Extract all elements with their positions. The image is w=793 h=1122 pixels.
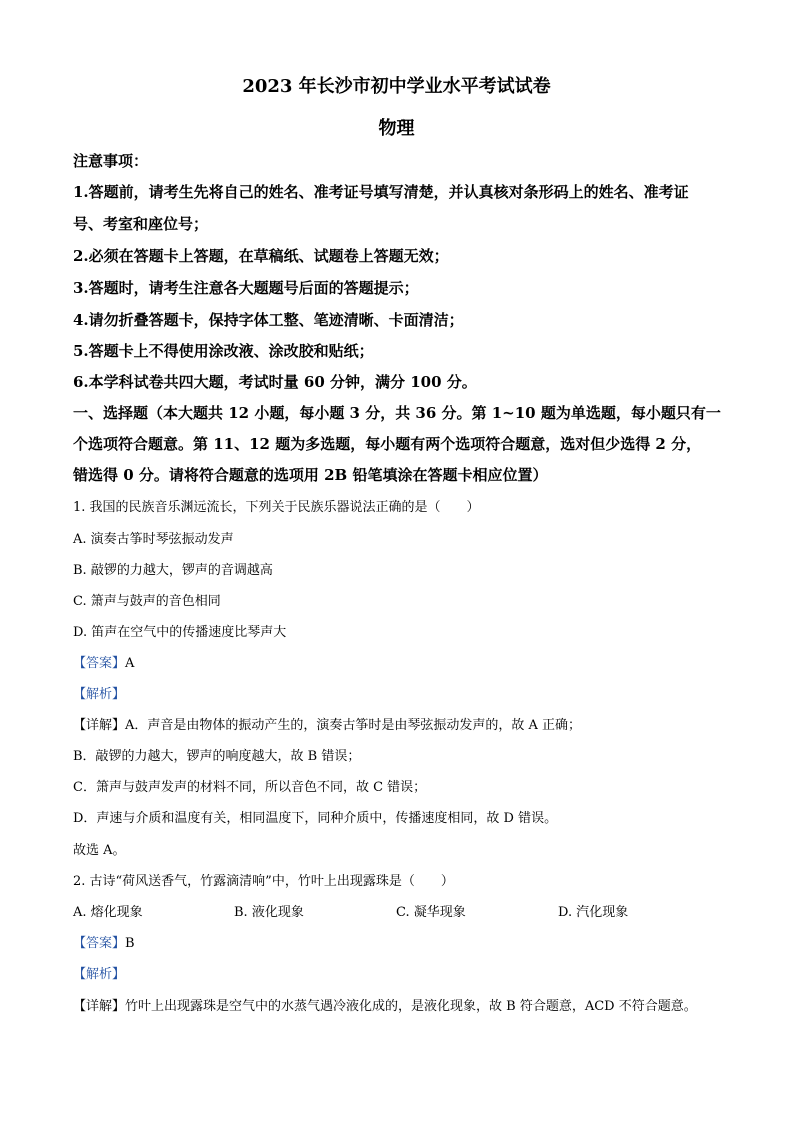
detail-line: C．箫声与鼓声发声的材料不同，所以音色不同，故 C 错误； (73, 780, 427, 795)
question-2-detail (73, 995, 697, 1014)
detail-line: 故选 A。 (73, 843, 126, 858)
analysis-tag: 【解析】 (73, 967, 126, 982)
detail-line: D．声速与介质和温度有关，相同温度下，同种介质中，传播速度相同，故 D 错误。 (73, 811, 558, 826)
notice-item: 1.答题前，请考生先将自己的姓名、准考证号填写清楚，并认真核对条形码上的姓名、准考证 (73, 183, 689, 201)
analysis-tag: 【解析】 (73, 687, 126, 702)
question-1-option: D. 笛声在空气中的传播速度比琴声大 (73, 625, 287, 640)
answer-tag: 【答案】 (73, 936, 126, 951)
question-1-stem: 1. 我国的民族音乐渊远流长，下列关于民族乐器说法正确的是（ ） (73, 500, 480, 515)
question-1-option: A. 演奏古筝时琴弦振动发声 (73, 532, 234, 547)
question-1-option: C. 箫声与鼓声的音色相同 (73, 594, 221, 609)
question-2-option: B. 液化现象 (234, 905, 304, 920)
detail-line: 竹叶上出现露珠是空气中的水蒸气遇冷液化成的，是液化现象，故 B 符合题意，ACD 不符合题意。 (125, 999, 697, 1014)
section-instructions: 一、选择题（本大题共 12 小题，每小题 3 分，共 36 分。第 1~10 题为单选题，每小题只有一 (73, 404, 721, 422)
question-2-option: C. 凝华现象 (396, 905, 466, 920)
notice-heading: 注意事项： (73, 152, 149, 170)
notice-item: 5.答题卡上不得使用涂改液、涂改胶和贴纸； (73, 342, 374, 360)
detail-line: A．声音是由物体的振动产生的，演奏古筝时是由琴弦振动发声的，故 A 正确； (125, 718, 582, 733)
question-1-detail (73, 714, 581, 733)
question-2-option: D. 汽化现象 (558, 905, 629, 920)
answer-value: A (125, 656, 135, 671)
notice-item: 号、考室和座位号； (73, 215, 209, 233)
answer-value: B (125, 936, 135, 951)
notice-item: 2.必须在答题卡上答题，在草稿纸、试题卷上答题无效； (73, 247, 449, 265)
notice-item: 3.答题时，请考生注意各大题题号后面的答题提示； (73, 279, 419, 297)
question-1-answer (73, 652, 134, 671)
subject-title: 物理 (378, 118, 415, 139)
detail-line: B．敲锣的力越大，锣声的响度越大，故 B 错误； (73, 749, 361, 764)
section-instructions: 个选项符合题意。第 11、12 题为多选题，每小题有两个选项符合题意，选对但少选得 2 分， (73, 435, 702, 453)
answer-tag: 【答案】 (73, 656, 126, 671)
detail-tag: 【详解】 (73, 999, 126, 1014)
question-2-answer (73, 932, 135, 951)
exam-title: 2023 年长沙市初中学业水平考试试卷 (242, 76, 551, 97)
detail-tag: 【详解】 (73, 718, 126, 733)
question-1-option: B. 敲锣的力越大，锣声的音调越高 (73, 563, 273, 578)
section-instructions: 错选得 0 分。请将符合题意的选项用 2B 铅笔填涂在答题卡相应位置） (73, 466, 548, 484)
question-2-option: A. 熔化现象 (73, 905, 143, 920)
notice-item: 4.请勿折叠答题卡，保持字体工整、笔迹清晰、卡面清洁； (73, 311, 464, 329)
notice-item: 6.本学科试卷共四大题，考试时量 60 分钟，满分 100 分。 (73, 373, 477, 391)
question-2-stem: 2. 古诗“荷风送香气，竹露滴清响”中，竹叶上出现露珠是（ ） (73, 874, 454, 889)
